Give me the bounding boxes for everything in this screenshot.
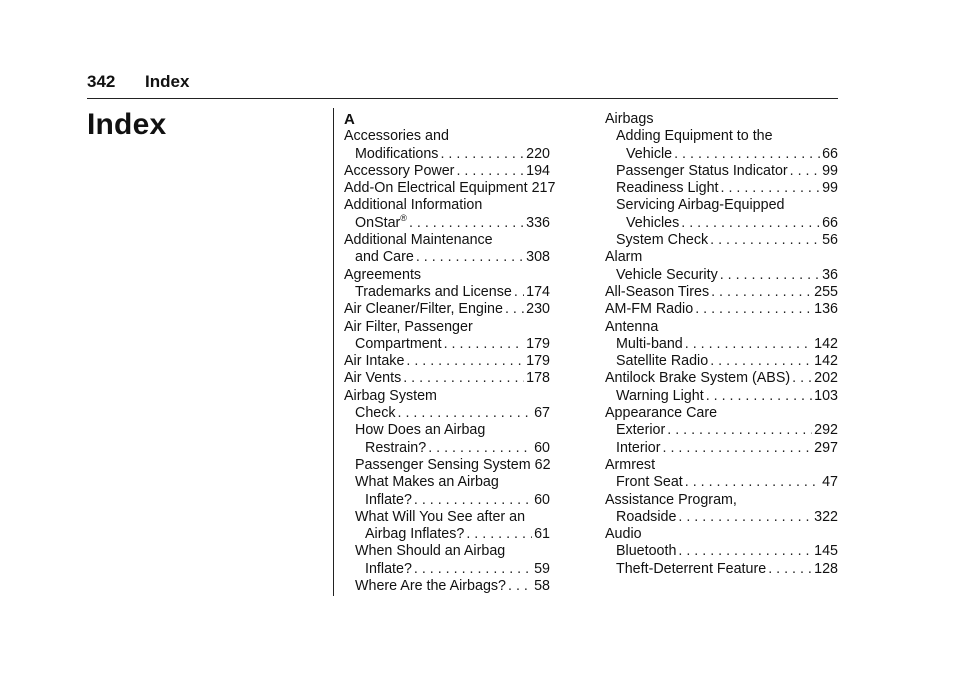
index-entry — [605, 561, 838, 578]
index-entry-page: 47 — [822, 474, 838, 491]
index-entry-text: Appearance Care — [605, 405, 718, 422]
index-entry-page: 99 — [822, 162, 838, 179]
index-entry-text: Additional Information — [344, 197, 483, 214]
index-entry-text: Alarm — [605, 249, 643, 266]
index-entry — [605, 509, 838, 526]
index-entry-text: Trademarks and License — [355, 283, 512, 300]
index-entry-page: 99 — [822, 180, 838, 197]
index-entry — [605, 197, 838, 214]
index-entry — [344, 284, 550, 301]
index-entry-text: Modifications — [355, 145, 439, 162]
index-entry-text: Airbag Inflates? — [365, 526, 465, 543]
dot-leader — [695, 301, 812, 318]
index-entry-page: 67 — [534, 405, 550, 422]
index-entry-text: Vehicles — [626, 214, 680, 231]
index-entry-text: Accessory Power — [344, 162, 455, 179]
index-entry — [605, 146, 838, 163]
index-entry-text: Roadside — [616, 508, 677, 525]
dot-leader — [706, 388, 812, 405]
index-entry-page: 128 — [814, 560, 838, 577]
index-entry — [344, 561, 550, 578]
page-number: 342 — [87, 72, 116, 91]
index-entry-text: When Should an Airbag — [355, 543, 506, 560]
index-entry — [605, 440, 838, 457]
index-entry-page: 297 — [814, 439, 838, 456]
index-entry-text: System Check — [616, 232, 709, 249]
index-entry-text: Antilock Brake System (ABS) — [605, 370, 791, 387]
index-entry — [605, 301, 838, 318]
index-entry — [344, 301, 550, 318]
index-entry-page: 142 — [814, 353, 838, 370]
index-entry-text: Assistance Program, — [605, 491, 737, 508]
index-entry-page: 59 — [534, 560, 550, 577]
index-entry — [605, 232, 838, 249]
dot-leader — [406, 353, 524, 370]
index-entry — [605, 128, 838, 145]
index-entry-page: 179 — [526, 353, 550, 370]
index-entry-page: 60 — [534, 491, 550, 508]
dot-leader — [514, 284, 524, 301]
index-entry — [344, 128, 550, 145]
dot-leader — [710, 353, 812, 370]
index-entry-page: 56 — [822, 232, 838, 249]
index-entry-page: 142 — [814, 335, 838, 352]
index-entry-page: 336 — [526, 214, 550, 231]
index-entry-text: Servicing Airbag-Equipped — [616, 197, 785, 214]
index-entry-text: Air Cleaner/Filter, Engine — [344, 301, 503, 318]
index-entry — [605, 526, 838, 543]
index-entry — [344, 509, 550, 526]
dot-leader — [505, 301, 524, 318]
index-entry-text: Theft-Deterrent Feature — [616, 560, 767, 577]
index-entry-text: Interior — [616, 439, 661, 456]
dot-leader — [428, 440, 532, 457]
dot-leader — [444, 336, 525, 353]
index-entry — [605, 543, 838, 560]
dot-leader — [721, 180, 821, 197]
index-entry — [605, 319, 838, 336]
index-entry-page: 174 — [526, 283, 550, 300]
dot-leader — [711, 284, 812, 301]
dot-leader — [667, 422, 812, 439]
index-entry-page: 62 — [534, 456, 551, 473]
index-entry-text: Air Vents — [344, 370, 402, 387]
dot-leader — [792, 370, 812, 387]
dot-leader — [678, 509, 812, 526]
index-entry-page: 322 — [814, 508, 838, 525]
index-entry-text: Readiness Light — [616, 180, 719, 197]
index-entry-page: 66 — [822, 214, 838, 231]
index-entry — [344, 267, 550, 284]
index-entry — [605, 249, 838, 266]
index-entry-text: Adding Equipment to the — [616, 128, 773, 145]
page-header — [87, 70, 838, 99]
index-entry-page: 60 — [534, 439, 550, 456]
index-entry-page: 202 — [814, 370, 838, 387]
index-entry-text: Airbag System — [344, 387, 437, 404]
index-entry — [605, 284, 838, 301]
dot-leader — [685, 336, 812, 353]
index-entry — [344, 232, 550, 249]
index-entry-page: 255 — [814, 283, 838, 300]
index-entry-page: 66 — [822, 145, 838, 162]
index-entry-text: Exterior — [616, 422, 666, 439]
index-entry-page: 58 — [534, 578, 550, 595]
index-entry — [344, 319, 550, 336]
index-entry-page: 220 — [526, 145, 550, 162]
index-entry-text: Agreements — [344, 266, 422, 283]
dot-leader — [398, 405, 533, 422]
dot-leader — [678, 543, 812, 560]
dot-leader — [440, 146, 524, 163]
index-entry — [344, 388, 550, 405]
dot-leader — [663, 440, 813, 457]
index-entry — [605, 267, 838, 284]
index-entry-text: Check — [355, 405, 396, 422]
index-entry-text: Antenna — [605, 318, 659, 335]
index-entry — [344, 440, 550, 457]
index-entry-text: Satellite Radio — [616, 353, 709, 370]
index-entry — [344, 215, 550, 232]
index-entry — [344, 543, 550, 560]
index-entry — [344, 197, 550, 214]
index-entry — [605, 370, 838, 387]
index-entry — [605, 405, 838, 422]
index-entry-text: Where Are the Airbags? — [355, 578, 506, 595]
index-entry-text: and Care — [355, 249, 414, 266]
index-entry — [344, 353, 550, 370]
dot-leader — [790, 163, 820, 180]
index-entry — [344, 146, 550, 163]
index-entry-text: Warning Light — [616, 387, 704, 404]
index-entry-text: What Makes an Airbag — [355, 474, 499, 491]
dot-leader — [414, 492, 532, 509]
index-entry — [605, 388, 838, 405]
index-entry-text: What Will You See after an — [355, 508, 526, 525]
index-entry-text: Front Seat — [616, 474, 683, 491]
dot-leader — [685, 474, 820, 491]
index-entry-page: 145 — [814, 543, 838, 560]
index-entry-text: Add-On Electrical Equipment — [344, 180, 528, 197]
index-entry-page: 178 — [526, 370, 550, 387]
index-entry-text: Accessories and — [344, 128, 449, 145]
index-entry — [605, 180, 838, 197]
index-entry-text: Restrain? — [365, 439, 427, 456]
index-entry-text: Vehicle — [626, 145, 673, 162]
index-entry — [344, 457, 550, 474]
index-entry-page: 292 — [814, 422, 838, 439]
index-entry — [344, 405, 550, 422]
index-column-left — [344, 111, 556, 595]
dot-leader — [409, 215, 524, 232]
dot-leader — [674, 146, 820, 163]
dot-leader — [456, 163, 524, 180]
index-entry — [344, 526, 550, 543]
dot-leader — [466, 526, 532, 543]
index-entry-page: 179 — [526, 335, 550, 352]
index-entry-text: Passenger Sensing System — [355, 456, 531, 473]
index-entry-page: 103 — [814, 387, 838, 404]
index-entry — [344, 578, 550, 595]
index-entry-text: Passenger Status Indicator — [616, 162, 788, 179]
index-entry-text: Armrest — [605, 456, 656, 473]
index-entry-text: Inflate? — [365, 560, 412, 577]
index-entry — [605, 353, 838, 370]
index-entry-text: Multi-band — [616, 335, 683, 352]
index-entry — [605, 215, 838, 232]
index-column-right — [605, 111, 838, 578]
index-entry — [344, 370, 550, 387]
dot-leader — [720, 267, 820, 284]
header-title: Index — [145, 72, 190, 91]
dot-leader — [414, 561, 532, 578]
index-entry-page: 308 — [526, 249, 550, 266]
index-entry — [605, 336, 838, 353]
index-entry — [344, 180, 556, 197]
index-entry — [605, 422, 838, 439]
dot-leader — [416, 249, 524, 266]
index-entry-text: OnStar® — [355, 213, 407, 231]
index-entry-text: Air Filter, Passenger — [344, 318, 473, 335]
index-entry-text: Vehicle Security — [616, 266, 718, 283]
index-entry-text: Bluetooth — [616, 543, 677, 560]
index-entry-text: How Does an Airbag — [355, 422, 486, 439]
index-entry-text: Inflate? — [365, 491, 412, 508]
dot-leader — [403, 370, 524, 387]
index-entry-page: 136 — [814, 301, 838, 318]
index-entry — [605, 163, 838, 180]
dot-leader — [508, 578, 532, 595]
dot-leader — [710, 232, 820, 249]
index-entry — [344, 336, 550, 353]
index-entry — [605, 492, 838, 509]
column-divider — [333, 108, 334, 596]
index-entry-text: Additional Maintenance — [344, 232, 493, 249]
index-entry-text: Audio — [605, 526, 642, 543]
index-entry-text: Airbags — [605, 111, 654, 127]
index-entry-page: 194 — [526, 162, 550, 179]
dot-leader — [768, 561, 812, 578]
index-entry — [344, 422, 550, 439]
page-title: Index — [87, 108, 167, 141]
index-entry-page: 217 — [531, 180, 556, 197]
index-entry — [344, 474, 550, 491]
index-entry — [605, 457, 838, 474]
index-entry-page: 61 — [534, 526, 550, 543]
index-entry-page: 230 — [526, 301, 550, 318]
index-entry — [344, 163, 550, 180]
index-entry-text: AM-FM Radio — [605, 301, 694, 318]
index-letter-heading: A — [344, 111, 355, 128]
index-entry — [344, 492, 550, 509]
index-entry — [605, 474, 838, 491]
index-entry-page: 36 — [822, 266, 838, 283]
index-entry-text: All-Season Tires — [605, 283, 710, 300]
index-entry-text: Air Intake — [344, 353, 405, 370]
index-entry — [344, 249, 550, 266]
index-entry-text: Compartment — [355, 335, 442, 352]
dot-leader — [681, 215, 820, 232]
index-entry — [605, 111, 838, 128]
